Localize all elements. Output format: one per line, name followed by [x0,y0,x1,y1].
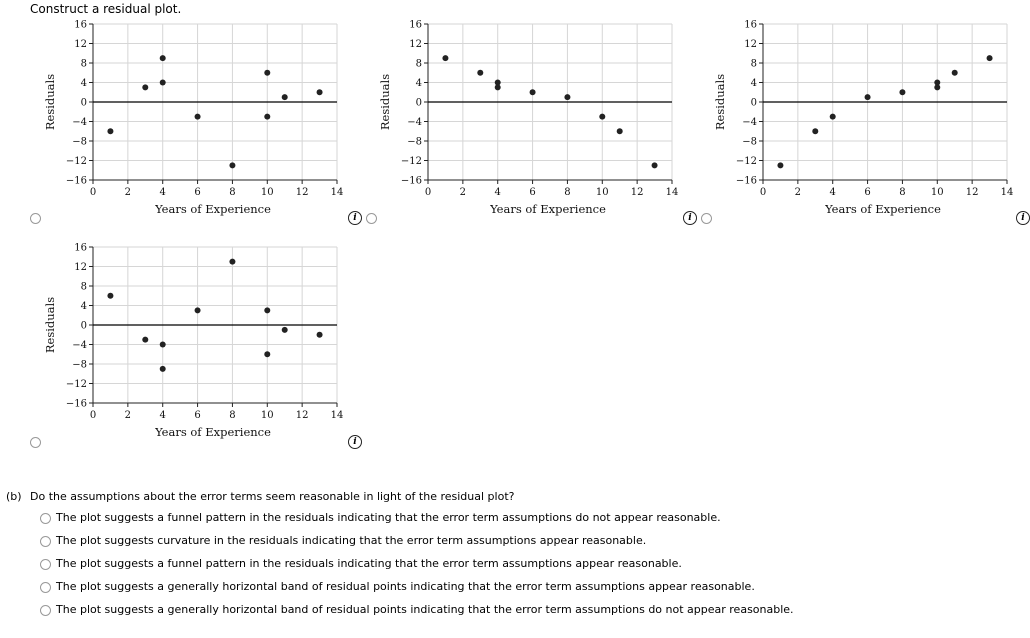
data-point [952,70,958,76]
plot-choice-radio-1[interactable] [30,213,41,224]
y-tick-label: −8 [742,136,757,148]
x-tick-label: 6 [194,187,201,198]
x-axis-title: Years of Experience [825,202,941,216]
x-axis-title: Years of Experience [490,202,606,216]
y-axis-title: Residuals [378,73,392,131]
y-axis-title: Residuals [43,296,57,354]
x-axis-title: Years of Experience [155,202,271,216]
y-tick-label: −16 [400,175,422,187]
x-tick-label: 4 [829,187,836,198]
y-tick-label: 8 [80,58,87,70]
y-tick-label: −8 [72,359,87,371]
data-point [599,114,605,120]
y-tick-label: 16 [74,242,87,254]
data-point [264,351,270,357]
y-tick-label: −8 [407,136,422,148]
answer-radio[interactable] [40,513,51,524]
data-point [564,94,570,100]
y-tick-label: 0 [80,320,87,332]
x-tick-label: 2 [794,187,802,198]
y-tick-label: −12 [735,156,757,167]
data-point [442,55,448,61]
answer-option-text: The plot suggests a funnel pattern in the residuals indicating that the error term assumptions do not appear reasonable. [56,511,721,524]
answer-radio[interactable] [40,559,51,570]
data-point [107,293,113,299]
plot-choice-radio-4[interactable] [30,437,41,448]
data-point [617,128,623,134]
x-tick-label: 4 [159,187,166,198]
data-point [530,89,536,95]
data-point [865,94,871,100]
plot-choice-radio-3[interactable] [701,213,712,224]
data-point [229,259,235,265]
x-tick-label: 6 [529,187,536,198]
data-point [160,342,166,348]
y-tick-label: 8 [80,281,87,293]
x-tick-label: 10 [595,187,609,198]
y-tick-label: 4 [80,301,87,312]
y-tick-label: −16 [65,175,87,187]
x-tick-label: 14 [330,410,344,421]
data-point [317,332,323,338]
data-point [160,366,166,372]
x-axis-title: Years of Experience [155,425,271,439]
data-point [264,70,270,76]
plot-choice-radio-2[interactable] [366,213,377,224]
data-point [107,128,113,134]
data-point [987,55,993,61]
y-tick-label: −4 [72,117,87,128]
part-b-label: (b) [6,490,22,503]
part-b-question: Do the assumptions about the error terms seem reasonable in light of the residual plot? [30,490,515,503]
data-point [652,162,658,168]
x-tick-label: 14 [1000,187,1014,198]
data-point [195,114,201,120]
y-tick-label: 16 [409,19,422,31]
x-tick-label: 14 [665,187,679,198]
y-tick-label: 8 [750,58,757,70]
x-tick-label: 14 [330,187,344,198]
data-point [229,162,235,168]
residual-plot-4 [40,242,350,447]
y-axis-title: Residuals [43,73,57,131]
x-tick-label: 12 [630,187,644,198]
answer-option-text: The plot suggests a generally horizontal band of residual points indicating that the error term assumptions do not appear reasonable. [56,603,794,616]
y-tick-label: 12 [74,262,87,273]
answer-radio[interactable] [40,582,51,593]
info-icon[interactable]: i [683,211,697,225]
data-point [264,307,270,313]
data-point [195,307,201,313]
data-point [142,84,148,90]
data-point [812,128,818,134]
x-tick-label: 0 [89,410,97,421]
residual-plot-2 [375,19,685,224]
y-tick-label: 4 [750,78,757,89]
y-axis-title: Residuals [713,73,727,131]
x-tick-label: 10 [260,187,274,198]
y-tick-label: −12 [65,379,87,390]
y-tick-label: 4 [80,78,87,89]
data-point [317,89,323,95]
answer-option-text: The plot suggests a generally horizontal band of residual points indicating that the error term assumptions appear reasonable. [56,580,755,593]
data-point [477,70,483,76]
x-tick-label: 12 [295,187,309,198]
x-tick-label: 4 [159,410,166,421]
data-point [142,337,148,343]
y-tick-label: −16 [735,175,757,187]
x-tick-label: 2 [124,410,132,421]
info-icon[interactable]: i [348,435,362,449]
y-tick-label: −16 [65,398,87,410]
data-point [282,94,288,100]
info-icon[interactable]: i [1016,211,1030,225]
x-tick-label: 0 [424,187,432,198]
instruction-text: Construct a residual plot. [30,2,182,16]
answer-option-text: The plot suggests curvature in the residuals indicating that the error term assumptions appear reasonable. [56,534,647,547]
x-tick-label: 6 [864,187,871,198]
x-tick-label: 10 [260,410,274,421]
y-tick-label: 12 [409,39,422,50]
y-tick-label: −4 [742,117,757,128]
data-point [830,114,836,120]
x-tick-label: 0 [89,187,97,198]
info-icon[interactable]: i [348,211,362,225]
x-tick-label: 0 [759,187,767,198]
residual-plot-3 [710,19,1020,224]
data-point [160,55,166,61]
y-tick-label: 12 [744,39,757,50]
x-tick-label: 10 [930,187,944,198]
y-tick-label: 16 [74,19,87,31]
y-tick-label: 0 [415,97,422,109]
data-point [777,162,783,168]
x-tick-label: 8 [229,410,236,421]
answer-radio[interactable] [40,536,51,547]
y-tick-label: 8 [415,58,422,70]
y-tick-label: 4 [415,78,422,89]
y-tick-label: −12 [400,156,422,167]
x-tick-label: 8 [229,187,236,198]
data-point [899,89,905,95]
x-tick-label: 2 [124,187,132,198]
data-point [264,114,270,120]
y-tick-label: −8 [72,136,87,148]
x-tick-label: 12 [965,187,979,198]
x-tick-label: 6 [194,410,201,421]
x-tick-label: 8 [899,187,906,198]
x-tick-label: 4 [494,187,501,198]
data-point [160,80,166,86]
data-point [934,84,940,90]
y-tick-label: 0 [80,97,87,109]
x-tick-label: 8 [564,187,571,198]
x-tick-label: 2 [459,187,467,198]
y-tick-label: −4 [72,340,87,351]
x-tick-label: 12 [295,410,309,421]
y-tick-label: 16 [744,19,757,31]
y-tick-label: −4 [407,117,422,128]
residual-plot-1 [40,19,350,224]
data-point [495,84,501,90]
y-tick-label: 12 [74,39,87,50]
data-point [282,327,288,333]
answer-radio[interactable] [40,605,51,616]
y-tick-label: −12 [65,156,87,167]
y-tick-label: 0 [750,97,757,109]
answer-option-text: The plot suggests a funnel pattern in the residuals indicating that the error term assumptions appear reasonable. [56,557,682,570]
